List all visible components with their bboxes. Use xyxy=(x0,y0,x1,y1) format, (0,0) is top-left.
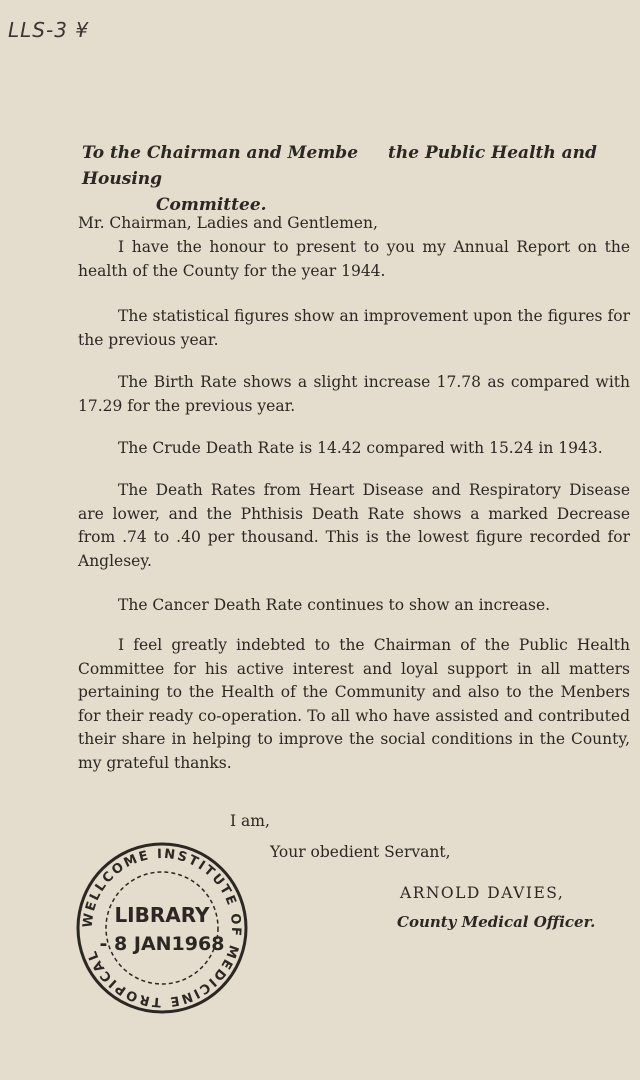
signatory-title: County Medical Officer. xyxy=(397,913,596,931)
library-stamp xyxy=(72,838,252,1018)
address-line-2: Committee. xyxy=(156,195,267,215)
stamp-library-text: LIBRARY xyxy=(114,903,210,927)
svg-text:WELLCOME INSTITUTE OF MEDICINE xyxy=(81,847,244,1009)
signatory-name: ARNOLD DAVIES, xyxy=(400,884,565,902)
address-line-1b: the Public Health and Housing xyxy=(82,143,597,189)
paragraph-statistical: The statistical figures show an improvement upon the figures for the previous year. xyxy=(78,307,630,349)
paragraph-cancer: The Cancer Death Rate continues to show an increase. xyxy=(118,596,551,614)
paragraph-honour: I have the honour to present to you my Annual Report on the health of the County for the year 1944. xyxy=(78,238,630,280)
library-stamp-graphic xyxy=(72,838,252,1018)
pencil-annotation: LLS-3 ¥ xyxy=(8,18,90,42)
paragraph-crude-death-rate: The Crude Death Rate is 14.42 compared with 15.24 in 1943. xyxy=(118,439,603,457)
paragraph-birth-rate: The Birth Rate shows a slight increase 17.78 as compared with 17.29 for the previous year. xyxy=(78,373,630,415)
paragraph-heart-disease: The Death Rates from Heart Disease and Respiratory Disease are lower, and the Phthisis Death Rate shows a marked Decrease from .74 to .40 per thousand. This is the lowest figure recorded for Anglesey. xyxy=(78,481,630,570)
closing-i-am: I am, xyxy=(230,812,270,830)
address-block xyxy=(82,140,640,218)
stamp-date-text: - 8 JAN1968 xyxy=(99,933,225,955)
stamp-ring-text: WELLCOME INSTITUTE OF MEDICINE TROPICAL xyxy=(80,846,244,1010)
closing-servant: Your obedient Servant, xyxy=(270,843,451,861)
address-line-1: To the Chairman and Membe xyxy=(82,143,359,163)
salutation: Mr. Chairman, Ladies and Gentlemen, xyxy=(78,214,378,232)
paragraph-thanks: I feel greatly indebted to the Chairman of the Public Health Committee for his active interest and loyal support in all matters pertaining to the Health of the Community and also to the Menbers for their ready co-operation. To all who have assisted and contributed their share in helping to improve the social conditions in the County, my grateful thanks. xyxy=(78,636,630,772)
